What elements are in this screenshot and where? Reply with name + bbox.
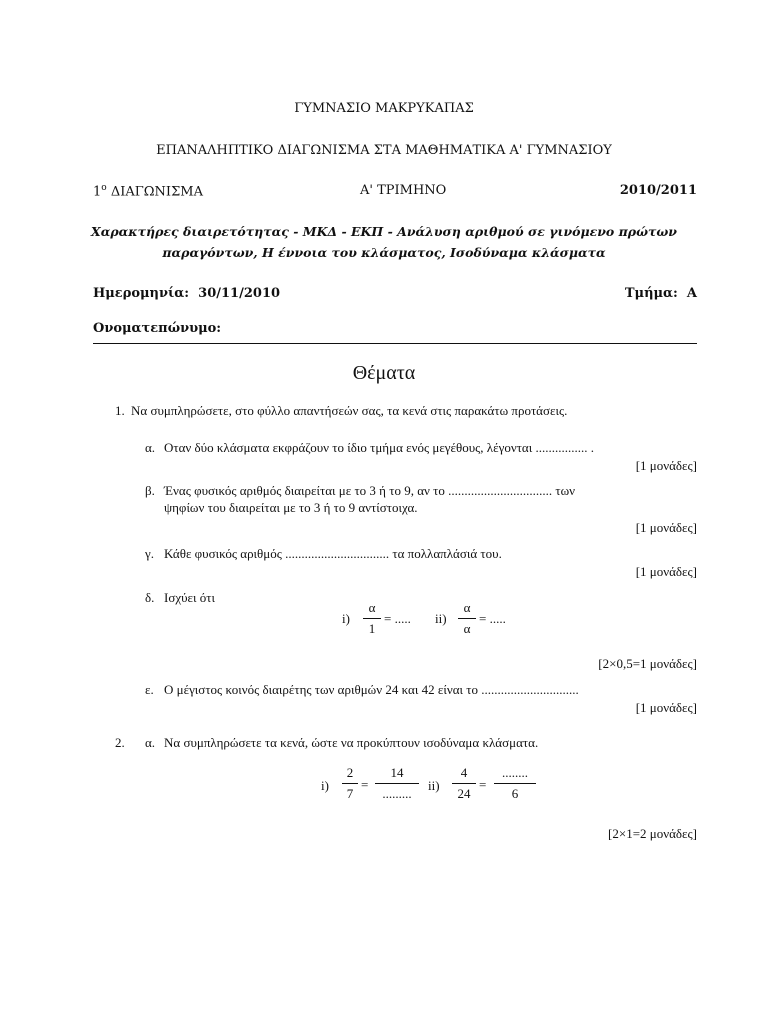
q1d-label: δ. xyxy=(145,590,155,605)
school-year: 2010/2011 xyxy=(619,183,697,198)
date-label: Ημερομηνία: xyxy=(93,286,190,301)
q1c-label: γ. xyxy=(145,546,154,561)
q2a-i-numerator-right: 14 xyxy=(390,765,404,780)
q1b-label: β. xyxy=(145,483,155,498)
q1a-points: [1 μονάδες] xyxy=(635,458,697,473)
q2a-i-label: i) xyxy=(321,778,329,793)
q2a-ii-fraction-left xyxy=(452,765,476,802)
q1d-i-rest: = ..... xyxy=(384,611,411,626)
fraction-bar xyxy=(342,783,358,784)
test-number-digit: 1 xyxy=(93,184,102,200)
header-divider xyxy=(93,343,697,344)
q2a-i-numerator-left: 2 xyxy=(346,765,354,780)
class-value: Α xyxy=(686,286,697,301)
term: Α' ΤΡΙΜΗΝΟ xyxy=(360,183,447,198)
fraction-bar xyxy=(363,618,381,619)
q1b-line2: ψηφίων του διαιρείται με το 3 ή το 9 αντίστοιχα. xyxy=(164,500,418,515)
q2a-i-fraction-right xyxy=(375,765,419,802)
q1e-text: Ο μέγιστος κοινός διαιρέτης των αριθμών 24 και 42 είναι το .............................. xyxy=(164,682,579,697)
q2a-label: α. xyxy=(145,735,156,750)
q2a-i-equals: = xyxy=(361,777,369,792)
q1a-label: α. xyxy=(145,440,156,455)
school-name: ΓΥΜΝΑΣΙΟ ΜΑΚΡΥΚΑΠΑΣ xyxy=(294,101,474,116)
q1d-i-denominator: 1 xyxy=(368,621,376,636)
q1-number: 1. xyxy=(115,403,125,418)
date-field xyxy=(93,286,280,301)
q2a-ii-numerator-left: 4 xyxy=(460,765,468,780)
q1b-line1: Ένας φυσικός αριθμός διαιρείται με το 3 ή το 9, αν το ................................ των xyxy=(164,483,576,498)
test-number xyxy=(93,183,203,199)
q1d-ii-rest: = ..... xyxy=(479,611,506,626)
q1d-ii-denominator: α xyxy=(463,621,471,636)
topics-line-1: Χαρακτήρες διαιρετότητας - ΜΚΔ - ΕΚΠ - Ανάλυση αριθμού σε γινόμενο πρώτων xyxy=(91,224,677,239)
fraction-bar xyxy=(458,618,476,619)
q1e-points: [1 μονάδες] xyxy=(635,700,697,715)
name-label: Ονοματεπώνυμο: xyxy=(93,321,222,336)
q2-number: 2. xyxy=(115,735,125,750)
q2a-ii-equals: = xyxy=(479,777,487,792)
q1d-i-fraction xyxy=(363,600,381,637)
q2a-ii-label: ii) xyxy=(428,778,440,793)
fraction-bar xyxy=(375,783,419,784)
q1d-ii-numerator: α xyxy=(463,600,471,615)
q1c-points: [1 μονάδες] xyxy=(635,564,697,579)
q2a-ii-denominator-left: 24 xyxy=(457,786,471,801)
q1-text: Να συμπληρώσετε, στο φύλλο απαντήσεών σας, τα κενά στις παρακάτω προτάσεις. xyxy=(131,403,568,418)
exam-title: ΕΠΑΝΑΛΗΠΤΙΚΟ ΔΙΑΓΩΝΙΣΜΑ ΣΤΑ ΜΑΘΗΜΑΤΙΚΑ Α' ΓΥΜΝΑΣΙΟΥ xyxy=(156,143,612,158)
q2a-ii-denominator-right: 6 xyxy=(511,786,519,801)
topics-line-2: παραγόντων, Η έννοια του κλάσματος, Ισοδύναμα κλάσματα xyxy=(162,245,606,260)
date-value: 30/11/2010 xyxy=(198,286,281,301)
q1d-text: Ισχύει ότι xyxy=(164,590,215,605)
test-label: ΔΙΑΓΩΝΙΣΜΑ xyxy=(110,184,203,200)
q2a-i-denominator-left: 7 xyxy=(346,786,354,801)
q1e-label: ε. xyxy=(145,682,154,697)
fraction-bar xyxy=(494,783,536,784)
q1d-ii-fraction xyxy=(458,600,476,637)
test-number-sup: ο xyxy=(101,183,107,193)
q2a-points: [2×1=2 μονάδες] xyxy=(608,826,697,841)
q1b-points: [1 μονάδες] xyxy=(635,520,697,535)
class-field xyxy=(625,286,697,301)
q2a-i-fraction-left xyxy=(342,765,358,802)
q1d-i-numerator: α xyxy=(368,600,376,615)
q1d-i-label: i) xyxy=(342,611,350,626)
class-label: Τμήμα: xyxy=(624,286,678,301)
section-title: Θέματα xyxy=(352,362,416,384)
q1c-text: Κάθε φυσικός αριθμός ................................ τα πολλαπλάσιά του. xyxy=(164,546,502,561)
q1a-text: Οταν δύο κλάσματα εκφράζουν το ίδιο τμήμα ενός μεγέθους, λέγονται ................ . xyxy=(164,440,594,455)
q2a-ii-numerator-right: ........ xyxy=(502,765,528,780)
q2a-ii-fraction-right xyxy=(494,765,536,802)
q2a-text: Να συμπληρώσετε τα κενά, ώστε να προκύπτουν ισοδύναμα κλάσματα. xyxy=(164,735,539,750)
q1d-ii-label: ii) xyxy=(435,611,447,626)
q2a-i-denominator-right: ......... xyxy=(382,786,412,801)
fraction-bar xyxy=(452,783,476,784)
q1d-points: [2×0,5=1 μονάδες] xyxy=(598,656,697,671)
